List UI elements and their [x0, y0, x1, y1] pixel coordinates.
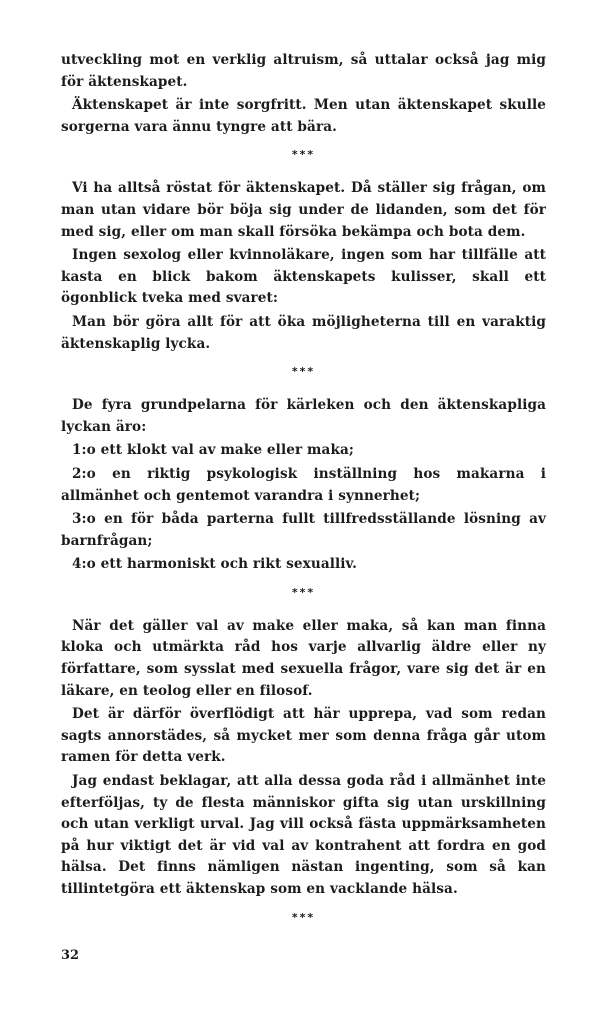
section-ornament: ***: [291, 148, 316, 162]
paragraph: De fyra grundpelarna för kärleken och den äktenskapliga lyckan äro:: [61, 397, 546, 435]
section-ornament: ***: [291, 910, 316, 924]
paragraph: Jag endast beklagar, att alla dessa goda råd i allmänhet inte efterföljas, ty de flesta människor gifta sig utan urskillning och utan verkligt urval. Jag vill också fästa uppmärksamheten på hur viktigt det är vid val av kontrahent att fordra en god hälsa. Det finns nämligen nästan ingenting, som så kan tillintetgöra ett äktenskap som en vacklande hälsa.: [61, 773, 546, 897]
list-item: 2:o en riktig psykologisk inställning hos makarna i allmänhet och gentemot varandra i synnerhet;: [61, 465, 546, 504]
paragraph: Ingen sexolog eller kvinnoläkare, ingen som har tillfälle att kasta en blick bakom äktenskapets kulisser, skall ett ögonblick tveka med svaret:: [61, 247, 546, 307]
paragraph: Vi ha alltså röstat för äktenskapet. Då ställer sig frågan, om man utan vidare bör böja sig under de lidanden, som det för med sig, eller om man skall försöka bekämpa och bota dem.: [61, 180, 546, 240]
section-ornament: ***: [291, 585, 316, 599]
page-number: 32: [61, 948, 80, 963]
list-item: 3:o en för båda parterna fullt tillfredsställande lösning av barnfrågan;: [61, 511, 546, 549]
paragraph: utveckling mot en verklig altruism, så uttalar också jag mig för äktenskapet.: [61, 52, 546, 90]
paragraph: När det gäller val av make eller maka, så kan man finna kloka och utmärkta råd hos varje allvarlig äldre eller ny författare, som sysslat med sexuella frågor, vare sig det är en läkare, en teolog eller en filosof.: [61, 617, 546, 699]
page-body: [61, 50, 546, 941]
list-item: 1:o ett klokt val av make eller maka;: [72, 442, 354, 459]
paragraph: Det är därför överflödigt att här upprepa, vad som redan sagts annorstädes, så mycket mer som denna fråga går utom ramen för detta verk.: [61, 706, 546, 766]
list-item: 4:o ett harmoniskt och rikt sexualliv.: [72, 556, 358, 573]
section-ornament: ***: [291, 365, 316, 379]
paragraph: Äktenskapet är inte sorgfritt. Men utan äktenskapet skulle sorgerna vara ännu tyngre att bära.: [61, 97, 546, 135]
paragraph: Man bör göra allt för att öka möjligheterna till en varaktig äktenskaplig lycka.: [61, 313, 546, 352]
